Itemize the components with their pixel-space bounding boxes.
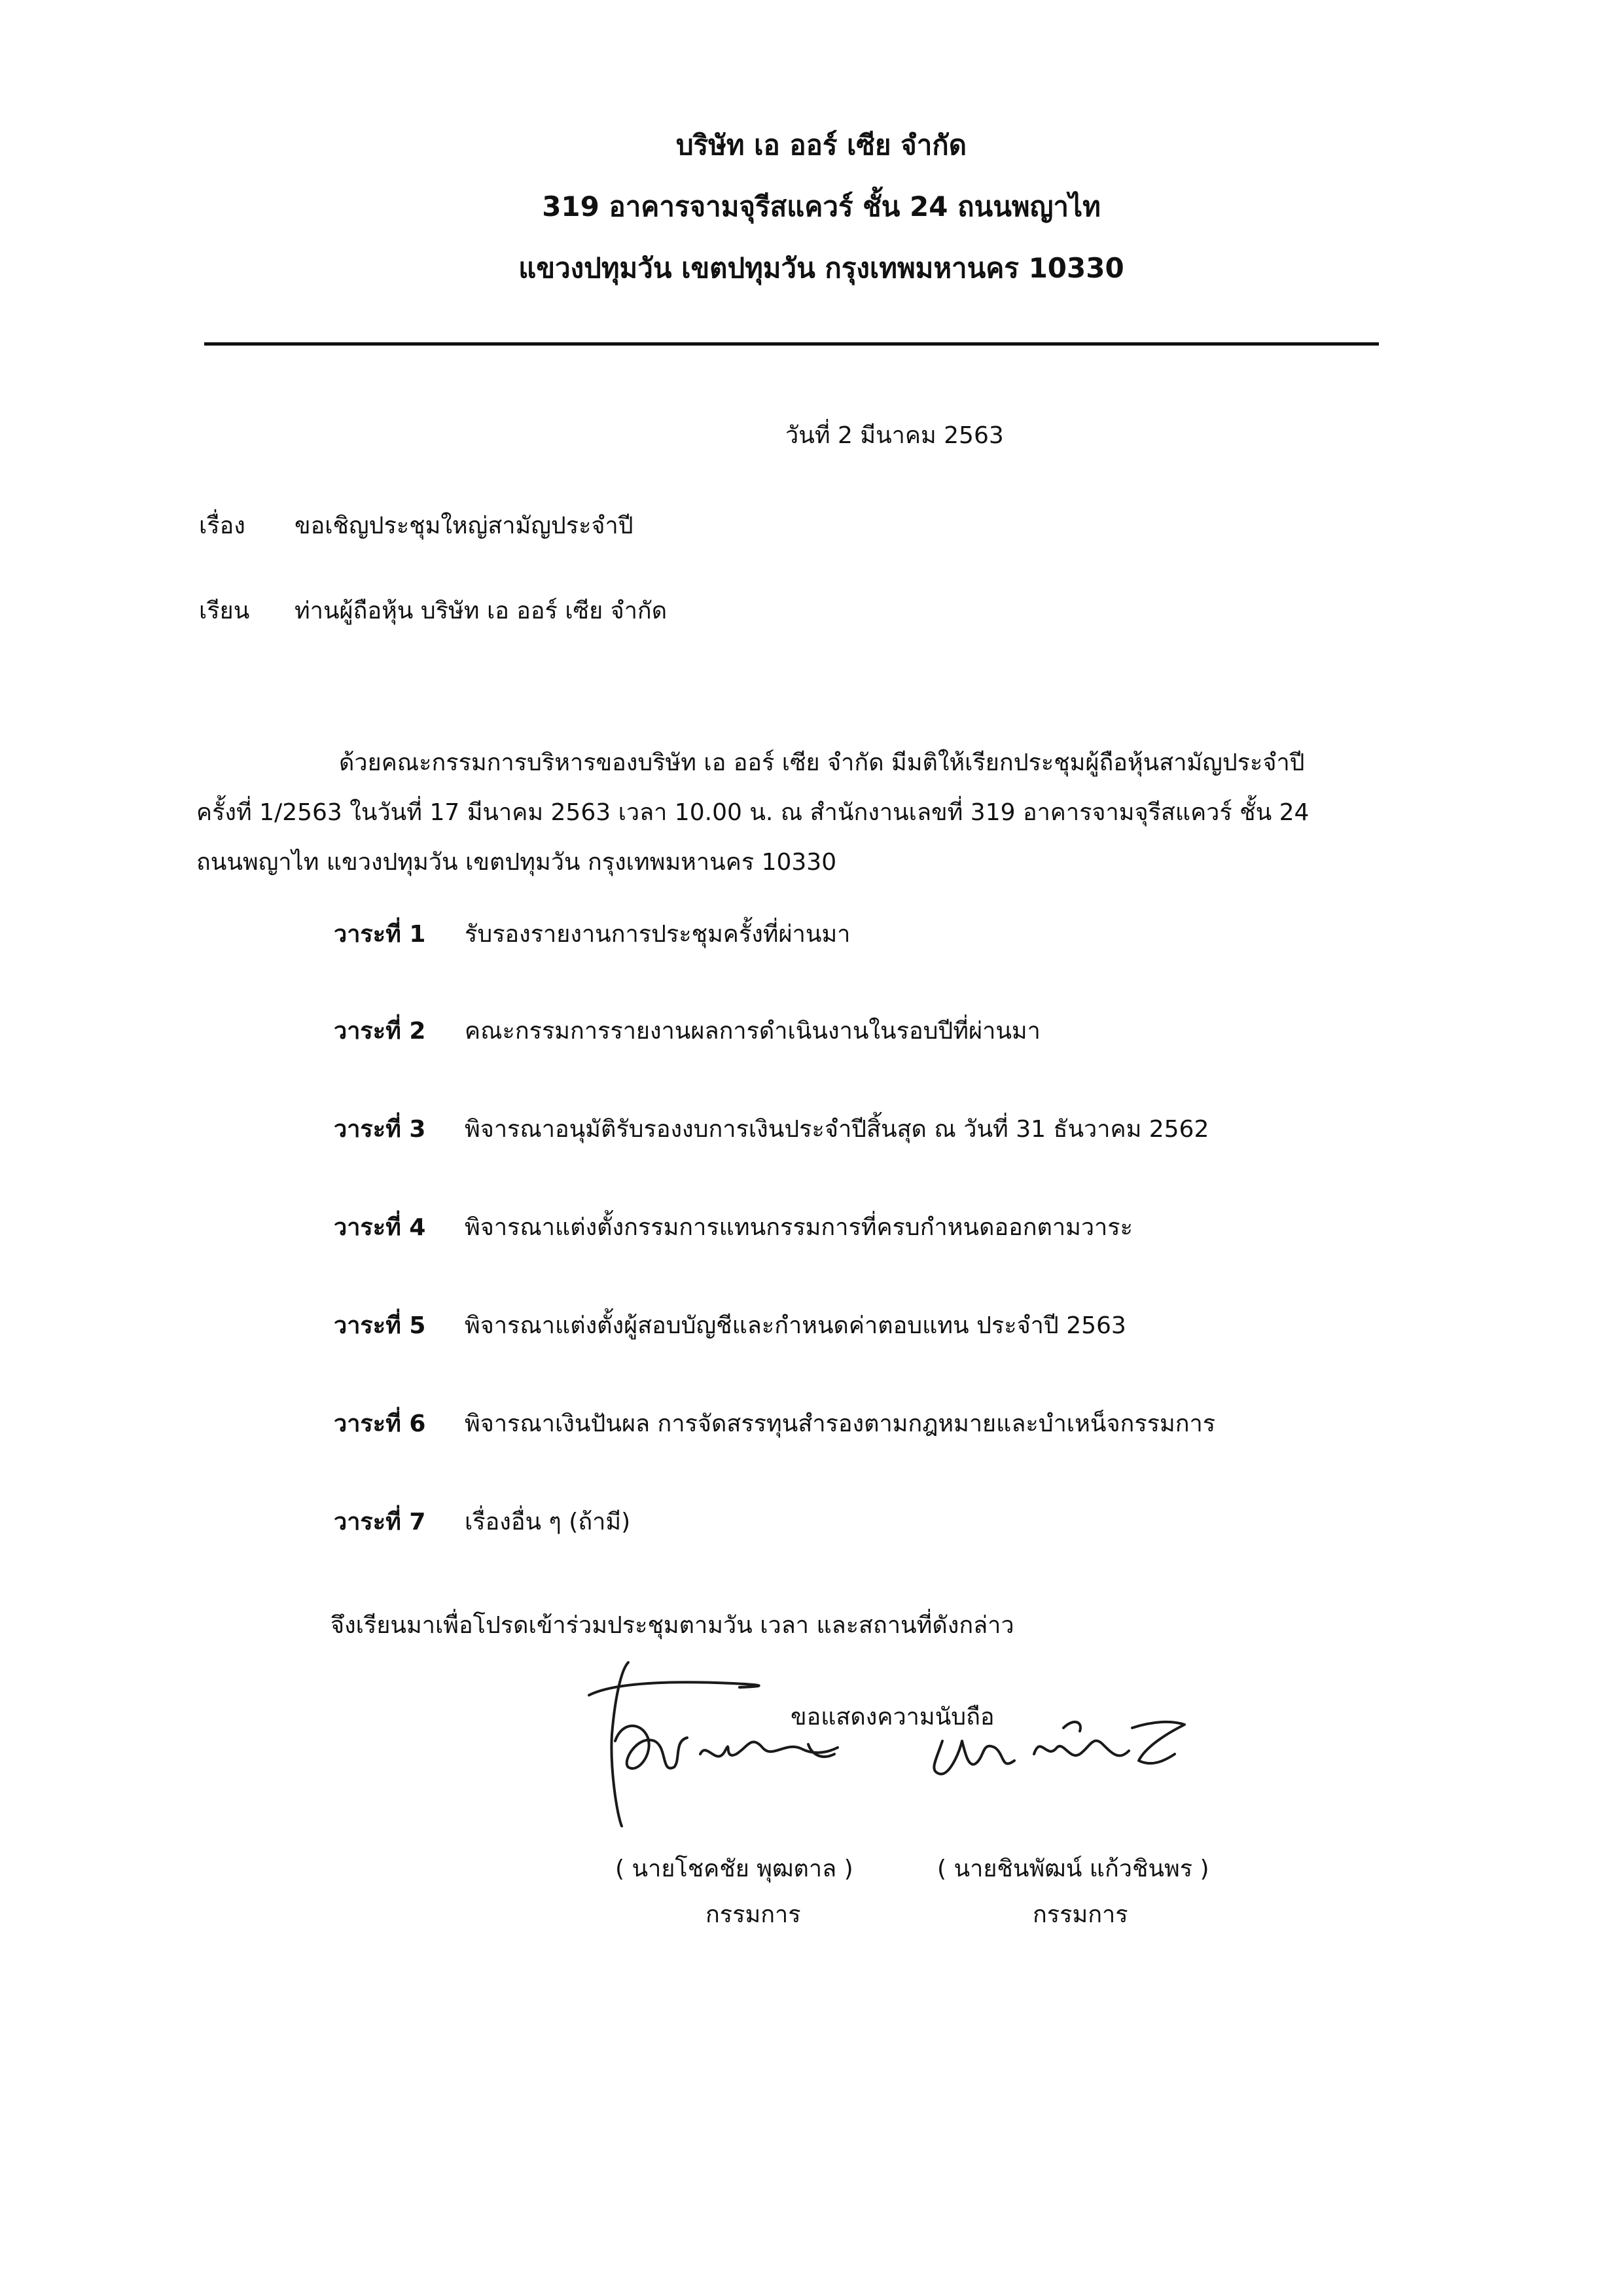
agenda-item (334, 1211, 1133, 1245)
signatory-role: กรรมการ (705, 1901, 801, 1928)
signatory-name: ( นายโชคชัย พุฒตาล ) (615, 1856, 853, 1882)
agenda-item (334, 918, 850, 952)
company-address-line-2: แขวงปทุมวัน เขตปทุมวัน กรุงเทพมหานคร 10330 (518, 252, 1124, 284)
subject-text: ขอเชิญประชุมใหญ่สามัญประจำปี (294, 512, 633, 539)
agenda-text: พิจารณาแต่งตั้งผู้สอบบัญชีและกำหนดค่าตอบแทน ประจำปี 2563 (465, 1312, 1126, 1339)
signatory-role: กรรมการ (1033, 1901, 1128, 1928)
company-name: บริษัท เอ ออร์ เซีย จำกัด (675, 129, 967, 161)
body-line: ด้วยคณะกรรมการบริหารของบริษัท เอ ออร์ เซีย จำกัด มีมติให้เรียกประชุมผู้ถือหุ้นสามัญประจำปี (339, 749, 1305, 776)
agenda-number: วาระที่ 6 (334, 1410, 426, 1437)
agenda-item (334, 1113, 1209, 1147)
letter-date: วันที่ 2 มีนาคม 2563 (785, 422, 1004, 449)
agenda-number: วาระที่ 7 (334, 1509, 426, 1535)
signature-stroke (589, 1682, 759, 1695)
header-divider (204, 342, 1379, 346)
handwritten-signatures (576, 1656, 1243, 1852)
signature-stroke (615, 1726, 687, 1768)
body-line: ถนนพญาไท แขวงปทุมวัน เขตปทุมวัน กรุงเทพมหานคร 10330 (196, 849, 837, 876)
agenda-text: คณะกรรมการรายงานผลการดำเนินงานในรอบปีที่ผ่านมา (465, 1018, 1041, 1045)
company-address-line-1: 319 อาคารจามจุรีสแควร์ ชั้น 24 ถนนพญาไท (542, 190, 1101, 223)
signature-stroke (1063, 1722, 1080, 1731)
agenda-text: รับรองรายงานการประชุมครั้งที่ผ่านมา (465, 921, 851, 948)
signatory-name: ( นายชินพัฒน์ แก้วชินพร ) (937, 1856, 1209, 1882)
body-paragraph (196, 738, 1387, 888)
agenda-text: พิจารณาอนุมัติรับรองงบการเงินประจำปีสิ้นสุด ณ วันที่ 31 ธันวาคม 2562 (465, 1116, 1209, 1143)
recipient-label: เรียน (199, 598, 250, 624)
agenda-number: วาระที่ 4 (334, 1214, 426, 1241)
subject-label: เรื่อง (199, 512, 245, 539)
signature-stroke (1034, 1741, 1129, 1756)
agenda-item (334, 1407, 1215, 1441)
body-line: ครั้งที่ 1/2563 ในวันที่ 17 มีนาคม 2563 เวลา 10.00 น. ณ สำนักงานเลขที่ 319 อาคารจามจุรีสแควร์ ชั้น 24 (196, 799, 1310, 826)
signature-stroke (1132, 1722, 1185, 1763)
recipient-text: ท่านผู้ถือหุ้น บริษัท เอ ออร์ เซีย จำกัด (294, 598, 668, 624)
signature-stroke (934, 1741, 1014, 1774)
agenda-item (334, 1309, 1126, 1343)
agenda-number: วาระที่ 1 (334, 921, 426, 948)
agenda-text: พิจารณาแต่งตั้งกรรมการแทนกรรมการที่ครบกำหนดออกตามวาระ (465, 1214, 1133, 1241)
agenda-item (334, 1505, 630, 1539)
agenda-number: วาระที่ 2 (334, 1018, 426, 1045)
agenda-item (334, 1014, 1041, 1049)
closing-text: จึงเรียนมาเพื่อโปรดเข้าร่วมประชุมตามวัน เวลา และสถานที่ดังกล่าว (330, 1612, 1014, 1639)
agenda-text: เรื่องอื่น ๆ (ถ้ามี) (465, 1509, 631, 1535)
agenda-number: วาระที่ 5 (334, 1312, 426, 1339)
agenda-number: วาระที่ 3 (334, 1116, 426, 1143)
agenda-text: พิจารณาเงินปันผล การจัดสรรทุนสำรองตามกฎหมายและบำเหน็จกรรมการ (465, 1410, 1216, 1437)
regards-text: ขอแสดงความนับถือ (791, 1704, 995, 1731)
